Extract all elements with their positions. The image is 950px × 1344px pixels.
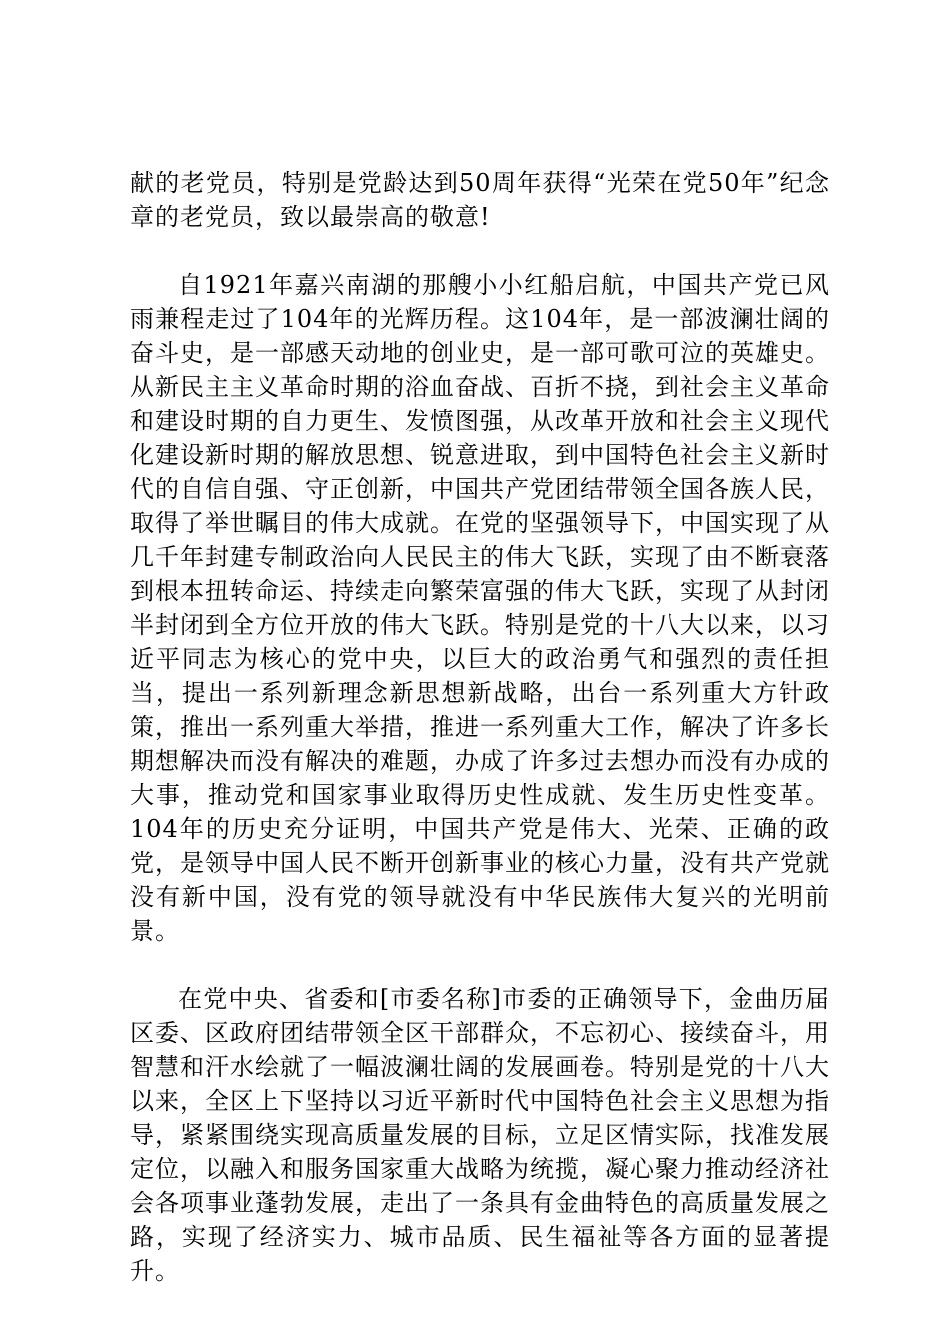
document-body: [130, 166, 830, 1322]
paragraph-district-development: 在党中央、省委和[市委名称]市委的正确领导下，金曲历届区委、区政府团结带领全区干部群众，不忘初心、接续奋斗，用智慧和汗水绘就了一幅波澜壮阔的发展画卷。特别是党的十八大以来，全区上下坚持以习近平新时代中国特色社会主义思想为指导，紧紧围绕实现高质量发展的目标，立足区情实际，找准发展定位，以融入和服务国家重大战略为统揽，凝心聚力推动经济社会各项事业蓬勃发展，走出了一条具有金曲特色的高质量发展之路，实现了经济实力、城市品质、民生福祉等各方面的显著提升。: [130, 985, 830, 1285]
paragraph-party-history: 自1921年嘉兴南湖的那艘小小红船启航，中国共产党已风雨兼程走过了104年的光辉历程。这104年，是一部波澜壮阔的奋斗史，是一部感天动地的创业史，是一部可歌可泣的英雄史。从新民主主义革命时期的浴血奋战、百折不挠，到社会主义革命和建设时期的自力更生、发愤图强，从改革开放和社会主义现代化建设新时期的解放思想、锐意进取，到中国特色社会主义新时代的自信自强、守正创新，中国共产党团结带领全国各族人民，取得了举世瞩目的伟大成就。在党的坚强领导下，中国实现了从几千年封建专制政治向人民民主的伟大飞跃，实现了由不断衰落到根本扭转命运、持续走向繁荣富强的伟大飞跃，实现了从封闭半封闭到全方位开放的伟大飞跃。特别是党的十八大以来，以习近平同志为核心的党中央，以巨大的政治勇气和强烈的责任担当，提出一系列新理念新思想新战略，出台一系列重大方针政策，推出一系列重大举措，推进一系列重大工作，解决了许多长期想解决而没有解决的难题，办成了许多过去想办而没有办成的大事，推动党和国家事业取得历史性成就、发生历史性变革。104年的历史充分证明，中国共产党是伟大、光荣、正确的政党，是领导中国人民不断开创新事业的核心力量，没有共产党就没有新中国，没有党的领导就没有中华民族伟大复兴的光明前景。: [130, 271, 830, 945]
paragraph-continuation: 献的老党员，特别是党龄达到50周年获得“光荣在党50年”纪念章的老党员，致以最崇高的敬意!: [130, 169, 830, 231]
